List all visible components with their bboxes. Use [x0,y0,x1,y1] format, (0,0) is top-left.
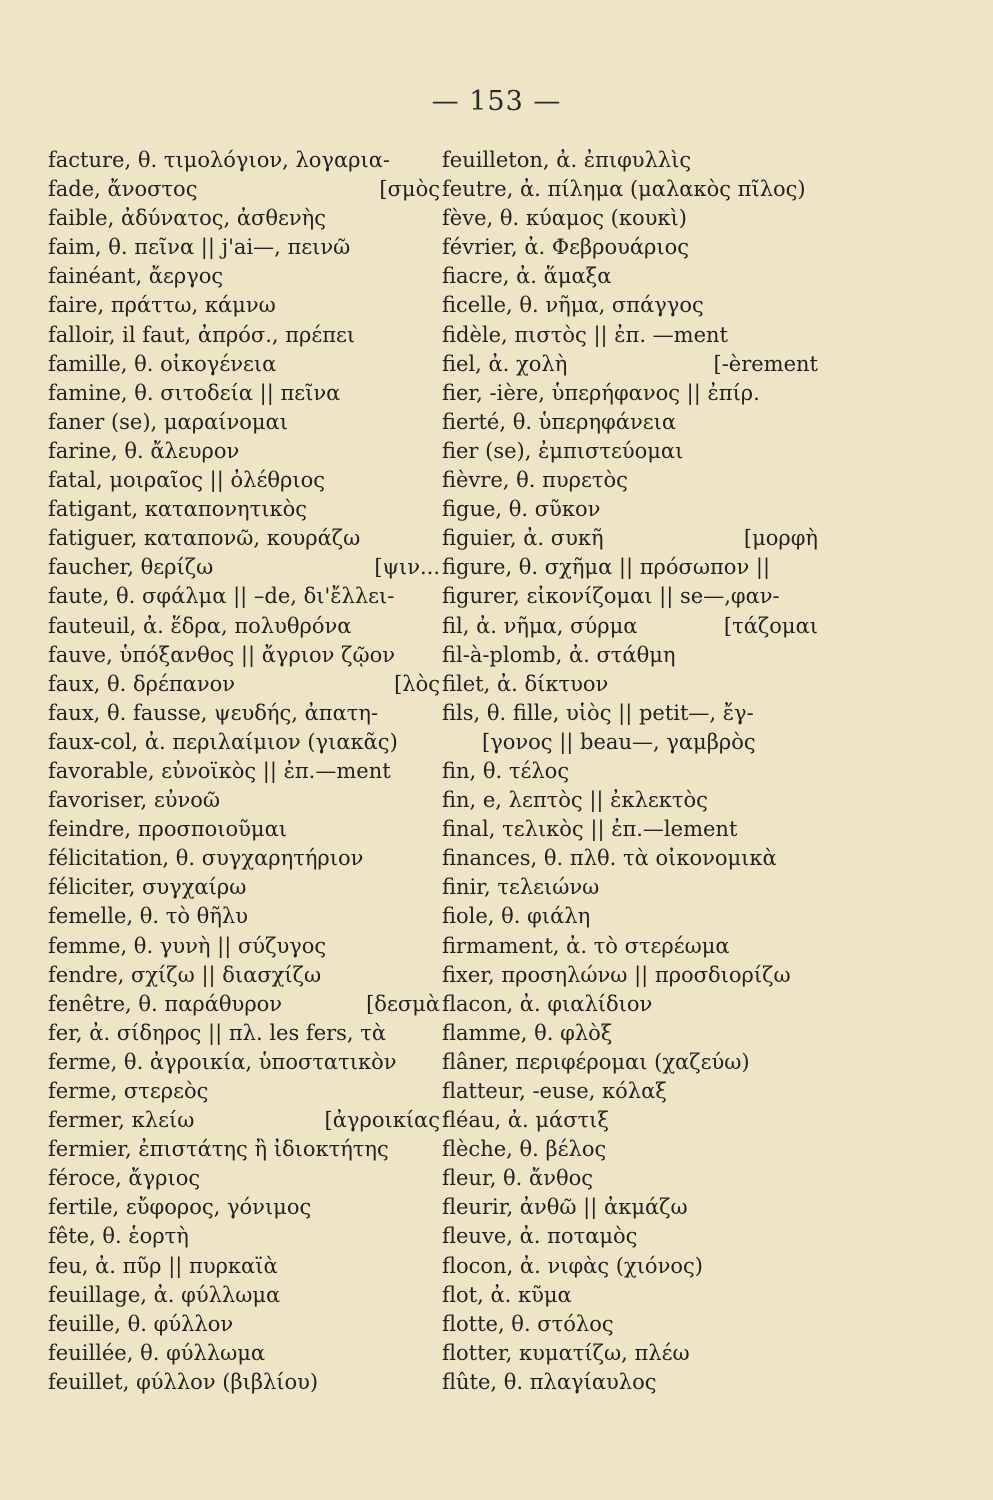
dictionary-entry [48,582,440,611]
entry-text: flacon, ἀ. φιαλίδιον [442,991,653,1016]
dictionary-entry [48,1135,440,1164]
entry-text: fermer, κλείω [48,1108,195,1133]
entry-text: flocon, ἀ. νιφὰς (χιόνος) [442,1253,703,1278]
entry-continuation: [λὸς [394,671,440,696]
dictionary-entry [442,1368,818,1397]
dictionary-entry [48,786,440,815]
entry-text: fièvre, θ. πυρετὸς [442,468,628,493]
dictionary-entry [48,146,440,175]
entry-text: famine, θ. σιτοδεία || πεῖνα [48,380,341,405]
dictionary-entry [442,786,818,815]
entry-text: firmament, ἀ. τὸ στερέωμα [442,933,730,958]
entry-continuation: [σμὸς [379,177,440,202]
dictionary-entry [442,175,818,204]
dictionary-entry [48,728,440,757]
entry-text: feutre, ἀ. πίλημα (μαλακὸς πῖλος) [442,177,806,202]
dictionary-entry [442,612,818,641]
entry-text: flotter, κυματίζω, πλέω [442,1340,690,1365]
dictionary-entry [48,844,440,873]
dictionary-entry [48,815,440,844]
dictionary-entry [442,873,818,902]
entry-text: figurer, εἰκονίζομαι || se—,φαν- [442,584,780,609]
entry-text: flamme, θ. φλὸξ [442,1020,613,1045]
entry-text: fil, ἀ. νῆμα, σύρμα [442,613,638,638]
entry-text: finir, τελειώνω [442,875,600,900]
dictionary-entry [442,961,818,990]
dictionary-entry [442,699,818,728]
dictionary-entry [48,524,440,553]
entry-text: figue, θ. σῦκον [442,497,601,522]
entry-text: faux, θ. fausse, ψευδής, ἀπατη- [48,700,379,725]
entry-continuation: [-èrement [713,351,818,376]
entry-text: faim, θ. πεῖνα || j'ai—, πεινῶ [48,235,351,260]
entry-text: feindre, προσποιοῦμαι [48,817,287,842]
entry-text: fier (se), ἐμπιστεύομαι [442,438,684,463]
dictionary-entry [442,728,818,757]
entry-text: final, τελικὸς || ἐπ.—lement [442,817,738,842]
dictionary-entry [48,1019,440,1048]
entry-text: fixer, προσηλώνω || προσδιορίζω [442,962,791,987]
entry-text: fertile, εὔφορος, γόνιμος [48,1195,312,1220]
dictionary-entry [442,466,818,495]
dictionary-entry [48,1193,440,1222]
dictionary-entry [442,1222,818,1251]
dictionary-entry [48,233,440,262]
dictionary-entry [48,1281,440,1310]
entry-text: faute, θ. σφάλμα || –de, δι'ἔλλει- [48,584,395,609]
entry-text: fatiguer, καταπονῶ, κουράζω [48,526,361,551]
entry-text: [γονος || beau—, γαμβρὸς [482,729,756,754]
dictionary-entry [442,582,818,611]
entry-text: femme, θ. γυνὴ || σύζυγος [48,933,327,958]
dictionary-entry [442,350,818,379]
dictionary-entry [48,641,440,670]
entry-text: fiole, θ. φιάλη [442,904,591,929]
entry-text: femelle, θ. τὸ θῆλυ [48,904,248,929]
dictionary-entry [48,1368,440,1397]
entry-text: flèche, θ. βέλος [442,1137,607,1162]
entry-text: fleuve, ἀ. ποταμὸς [442,1224,638,1249]
dictionary-entry [442,902,818,931]
dictionary-entry [48,291,440,320]
dictionary-entry [442,379,818,408]
entry-text: faux-col, ἀ. περιλαίμιον (γιακᾶς) [48,729,398,754]
entry-text: famille, θ. οἰκογένεια [48,351,277,376]
entry-text: fainéant, ἄεργος [48,264,224,289]
entry-text: félicitation, θ. συγχαρητήριον [48,846,364,871]
entry-text: fenêtre, θ. παράθυρον [48,991,283,1016]
entry-text: flot, ἀ. κῦμα [442,1282,572,1307]
dictionary-entry [442,233,818,262]
dictionary-entry [48,1077,440,1106]
dictionary-entry [48,612,440,641]
dictionary-entry [442,1252,818,1281]
dictionary-entry [48,757,440,786]
dictionary-entry [48,379,440,408]
entry-text: fève, θ. κύαμος (κουκὶ) [442,206,687,231]
dictionary-entry [442,1339,818,1368]
entry-text: fatigant, καταπονητικὸς [48,497,308,522]
dictionary-entry [48,437,440,466]
dictionary-entry [48,670,440,699]
entry-continuation: [μορφὴ [743,526,818,551]
entry-text: fils, θ. fille, υἱὸς || petit—, ἔγ- [442,700,754,725]
dictionary-entry [48,990,440,1019]
dictionary-entry [442,262,818,291]
dictionary-entry [48,1106,440,1135]
dictionary-entry [442,321,818,350]
entry-text: facture, θ. τιμολόγιον, λογαρια- [48,148,391,172]
entry-text: feuille, θ. φύλλον [48,1311,234,1336]
entry-text: fiacre, ἀ. ἅμαξα [442,264,612,289]
dictionary-entry [442,1019,818,1048]
entry-text: flâner, περιφέρομαι (χαζεύω) [442,1049,750,1074]
entry-text: féliciter, συγχαίρω [48,875,247,900]
entry-text: fade, ἄνοστος [48,177,198,202]
entry-text: fendre, σχίζω || διασχίζω [48,962,322,987]
entry-text: flatteur, -euse, κόλαξ [442,1079,667,1103]
dictionary-entry [48,350,440,379]
entry-text: fauteuil, ἀ. ἕδρα, πολυθρόνα [48,613,352,638]
dictionary-entry [442,553,818,582]
dictionary-entry [442,1193,818,1222]
entry-text: figuier, ἀ. συκῆ [442,526,604,551]
entry-text: feuillage, ἀ. φύλλωμα [48,1282,281,1307]
entry-text: fatal, μοιραῖος || ὀλέθριος [48,468,325,493]
dictionary-entry [442,1048,818,1077]
entry-text: féroce, ἄγριος [48,1166,201,1191]
entry-text: feuilleton, ἀ. ἐπιφυλλὶς [442,148,692,172]
dictionary-entry [442,990,818,1019]
entry-text: figure, θ. σχῆμα || πρόσωπον || [442,555,771,580]
entry-text: finances, θ. πλθ. τὰ οἰκονομικὰ [442,846,777,871]
entry-text: faucher, θερίζω [48,555,214,580]
dictionary-entry [48,553,440,582]
dictionary-entry [442,641,818,670]
dictionary-entry [48,175,440,204]
entry-text: filet, ἀ. δίκτυον [442,671,609,696]
entry-text: ficelle, θ. νῆμα, σπάγγος [442,293,704,318]
dictionary-entry [442,1106,818,1135]
dictionary-entry [48,1222,440,1251]
entry-text: fête, θ. ἑορτὴ [48,1224,189,1249]
dictionary-entry [442,670,818,699]
dictionary-entry [442,291,818,320]
dictionary-entry [48,466,440,495]
dictionary-entry [442,757,818,786]
dictionary-entry [442,1310,818,1339]
dictionary-entry [48,321,440,350]
dictionary-entry [442,437,818,466]
dictionary-entry [48,408,440,437]
dictionary-entry [48,961,440,990]
dictionary-entry [48,1339,440,1368]
entry-continuation: [ἀγροικίας [324,1108,440,1133]
dictionary-entry [442,495,818,524]
dictionary-entry [442,1164,818,1193]
dictionary-entry [442,204,818,233]
entry-continuation: [τάζομαι [723,613,818,638]
entry-text: fin, θ. τέλος [442,758,570,783]
dictionary-entry [442,146,818,175]
dictionary-entry [442,815,818,844]
dictionary-entry [442,408,818,437]
right-column [442,146,818,1397]
entry-text: ferme, στερεὸς [48,1079,209,1103]
entry-text: feu, ἀ. πῦρ || πυρκαϊὰ [48,1253,278,1278]
dictionary-entry [442,932,818,961]
entry-text: fil-à-plomb, ἀ. στάθμη [442,642,676,667]
entry-text: faire, πράττω, κάμνω [48,293,276,318]
entry-text: feuillée, θ. φύλλωμα [48,1340,266,1365]
dictionary-entry [442,524,818,553]
dictionary-entry [48,495,440,524]
entry-text: fauve, ὑπόξανθος || ἄγριον ζῷον [48,642,396,667]
entry-text: faner (se), μαραίνομαι [48,409,288,434]
page-number: — 153 — [431,86,562,117]
entry-continuation: [δεσμὰ [366,991,440,1016]
left-column [48,146,440,1397]
dictionary-entry [48,699,440,728]
dictionary-entry [48,1252,440,1281]
entry-text: fer, ἀ. σίδηρος || πλ. les fers, τὰ [48,1020,387,1045]
entry-continuation: [ψιν... [374,555,440,580]
entry-text: fleurir, ἀνθῶ || ἀκμάζω [442,1195,688,1220]
entry-text: fléau, ἀ. μάστιξ [442,1108,609,1133]
dictionary-entry [48,204,440,233]
dictionary-entry [442,1281,818,1310]
entry-text: fier, -ière, ὑπερήφανος || ἐπίρ. [442,380,760,405]
dictionary-entry [48,262,440,291]
entry-text: favoriser, εὐνοῶ [48,788,221,813]
entry-text: favorable, εὐνοϊκὸς || ἐπ.—ment [48,758,391,783]
entry-text: feuillet, φύλλον (βιβλίου) [48,1369,319,1394]
entry-text: flûte, θ. πλαγίαυλος [442,1369,657,1394]
dictionary-entry [48,1310,440,1339]
entry-text: fin, e, λεπτὸς || ἐκλεκτὸς [442,788,708,813]
dictionary-entry [48,1164,440,1193]
entry-text: février, ἀ. Φεβρουάριος [442,235,690,260]
entry-text: fermier, ἐπιστάτης ἢ ἰδιοκτήτης [48,1137,389,1162]
dictionary-entry [442,1135,818,1164]
entry-text: fierté, θ. ὑπερηφάνεια [442,409,677,434]
entry-text: faible, ἀδύνατος, ἀσθενὴς [48,206,327,231]
entry-text: fidèle, πιστὸς || ἐπ. —ment [442,322,728,347]
entry-text: falloir, il faut, ἀπρόσ., πρέπει [48,322,356,347]
dictionary-entry [442,844,818,873]
entry-text: faux, θ. δρέπανον [48,671,236,696]
entry-text: flotte, θ. στόλος [442,1311,614,1336]
dictionary-entry [48,873,440,902]
dictionary-entry [442,1077,818,1106]
entry-text: fiel, ἀ. χολὴ [442,351,568,376]
entry-text: fleur, θ. ἄνθος [442,1166,594,1191]
dictionary-entry [48,1048,440,1077]
dictionary-entry [48,932,440,961]
entry-text: farine, θ. ἄλευρον [48,438,240,463]
dictionary-entry [48,902,440,931]
entry-text: ferme, θ. ἀγροικία, ὑποστατικὸν [48,1049,397,1074]
